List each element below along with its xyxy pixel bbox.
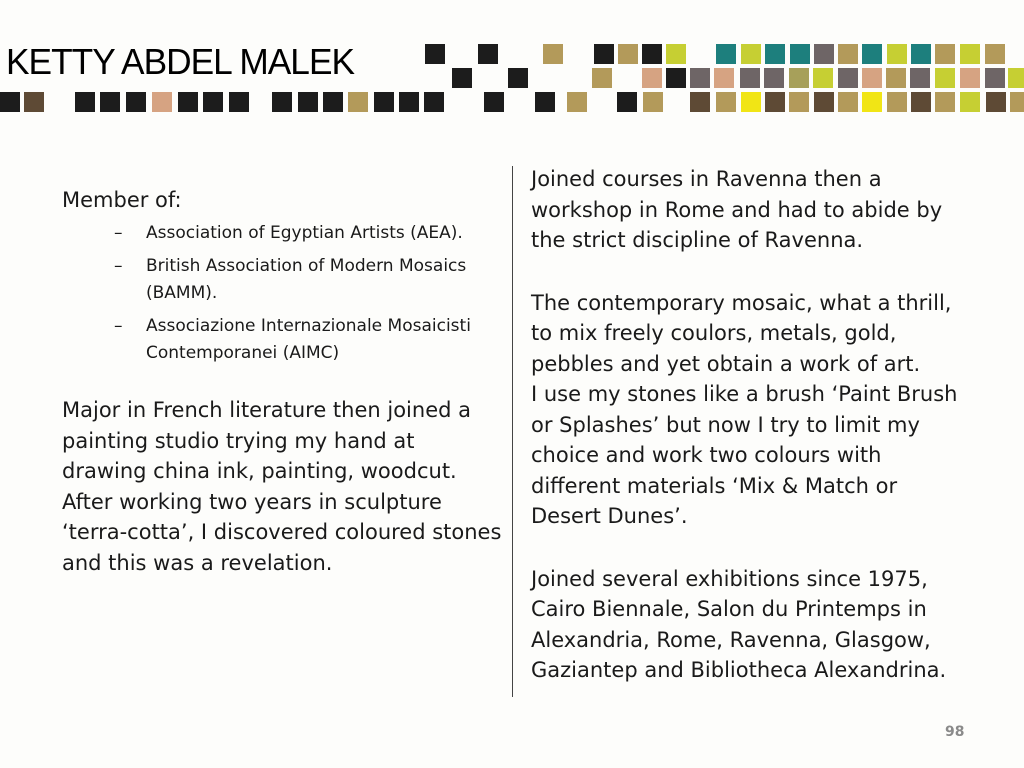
- mosaic-tile: [838, 44, 858, 64]
- mosaic-tile: [690, 92, 710, 112]
- mosaic-tile: [478, 44, 498, 64]
- mosaic-tile: [716, 92, 736, 112]
- dash-bullet: –: [114, 256, 123, 276]
- mosaic-tile: [960, 92, 980, 112]
- mosaic-tile: [323, 92, 343, 112]
- mosaic-tile: [985, 68, 1005, 88]
- mosaic-tile: [887, 92, 907, 112]
- mosaic-tile: [348, 92, 368, 112]
- mosaic-tile: [935, 44, 955, 64]
- mosaic-tile: [543, 44, 563, 64]
- membership-list: [62, 220, 502, 367]
- slide-title: KETTY ABDEL MALEK: [6, 41, 355, 82]
- mosaic-tile: [567, 92, 587, 112]
- dash-bullet: –: [114, 223, 123, 243]
- mosaic-tile: [298, 92, 318, 112]
- right-column: [531, 164, 971, 718]
- exhibitions-paragraph: Joined several exhibitions since 1975, Cairo Biennale, Salon du Printemps in Alexandria, Rome, Ravenna, Glasgow, Gaziantep and Bibliotheca Alexandrina.: [531, 566, 947, 682]
- mosaic-tile: [272, 92, 292, 112]
- mosaic-tile: [374, 92, 394, 112]
- mosaic-tile: [229, 92, 249, 112]
- mosaic-tile: [935, 92, 955, 112]
- mosaic-tile: [960, 68, 980, 88]
- mosaic-tile: [452, 68, 472, 88]
- mosaic-tile: [911, 44, 931, 64]
- mosaic-tile: [1010, 92, 1024, 112]
- mosaic-tile: [838, 68, 858, 88]
- biography-paragraph: Major in French literature then joined a painting studio trying my hand at drawing china ink, painting, woodcut. After working two years in sculpture ‘terra-cotta’, I discovered coloured stones and this was a revelation.: [62, 398, 502, 575]
- mosaic-tile: [618, 44, 638, 64]
- mosaic-tile: [642, 44, 662, 64]
- mosaic-tile: [910, 68, 930, 88]
- list-item: [114, 220, 502, 247]
- mosaic-tile: [813, 68, 833, 88]
- mosaic-tile: [814, 44, 834, 64]
- left-column: [62, 186, 502, 578]
- mosaic-tile: [690, 68, 710, 88]
- mosaic-tile: [789, 92, 809, 112]
- mosaic-tile: [862, 44, 882, 64]
- ravenna-paragraph: Joined courses in Ravenna then a workshop in Rome and had to abide by the strict discipline of Ravenna.: [531, 167, 943, 252]
- mosaic-tile: [75, 92, 95, 112]
- mosaic-tile: [666, 44, 686, 64]
- stones-paragraph: I use my stones like a brush ‘Paint Brush or Splashes’ but now I try to limit my choice and work two colours with different materials ‘Mix & Match or Desert Dunes’.: [531, 382, 958, 528]
- contemporary-mosaic-block: [531, 288, 971, 532]
- member-label: Member of:: [62, 188, 182, 212]
- mosaic-tile: [535, 92, 555, 112]
- mosaic-tile: [399, 92, 419, 112]
- mosaic-tile: [126, 92, 146, 112]
- contemporary-mosaic-paragraph: The contemporary mosaic, what a thrill, to mix freely coulors, metals, gold, pebbles and yet obtain a work of art.: [531, 290, 952, 376]
- mosaic-tile: [100, 92, 120, 112]
- mosaic-tile: [152, 92, 172, 112]
- membership-text: Association of Egyptian Artists (AEA).: [146, 223, 463, 243]
- mosaic-tile: [740, 68, 760, 88]
- mosaic-tile: [178, 92, 198, 112]
- dash-bullet: –: [114, 316, 123, 336]
- mosaic-tile: [765, 92, 785, 112]
- mosaic-tile: [764, 68, 784, 88]
- mosaic-tile: [814, 92, 834, 112]
- mosaic-tile: [765, 44, 785, 64]
- column-divider: [512, 166, 513, 697]
- mosaic-tile: [642, 68, 662, 88]
- mosaic-tile: [1008, 68, 1024, 88]
- membership-text: Associazione Internazionale Mosaicisti Contemporanei (AIMC): [146, 316, 471, 363]
- mosaic-tile: [666, 68, 686, 88]
- mosaic-tile: [985, 44, 1005, 64]
- mosaic-tile: [643, 92, 663, 112]
- mosaic-tile: [594, 44, 614, 64]
- mosaic-tile: [592, 68, 612, 88]
- mosaic-tile: [789, 68, 809, 88]
- mosaic-tile: [716, 44, 736, 64]
- mosaic-tile: [886, 68, 906, 88]
- list-item: [114, 313, 502, 367]
- mosaic-tile: [862, 92, 882, 112]
- mosaic-tile: [203, 92, 223, 112]
- list-item: [114, 253, 502, 307]
- mosaic-tile: [617, 92, 637, 112]
- mosaic-tile: [790, 44, 810, 64]
- mosaic-tile: [484, 92, 504, 112]
- mosaic-tile: [862, 68, 882, 88]
- mosaic-tile: [911, 92, 931, 112]
- mosaic-tile: [0, 92, 20, 112]
- mosaic-tile: [935, 68, 955, 88]
- mosaic-tile: [887, 44, 907, 64]
- mosaic-tile: [986, 92, 1006, 112]
- mosaic-tile: [425, 44, 445, 64]
- mosaic-tile: [424, 92, 444, 112]
- membership-text: British Association of Modern Mosaics (BAMM).: [146, 256, 467, 303]
- mosaic-tile: [741, 92, 761, 112]
- mosaic-tile: [741, 44, 761, 64]
- mosaic-tile: [838, 92, 858, 112]
- mosaic-tile: [714, 68, 734, 88]
- page-number: 98: [945, 724, 965, 740]
- mosaic-tile: [508, 68, 528, 88]
- mosaic-tile: [960, 44, 980, 64]
- mosaic-tile: [24, 92, 44, 112]
